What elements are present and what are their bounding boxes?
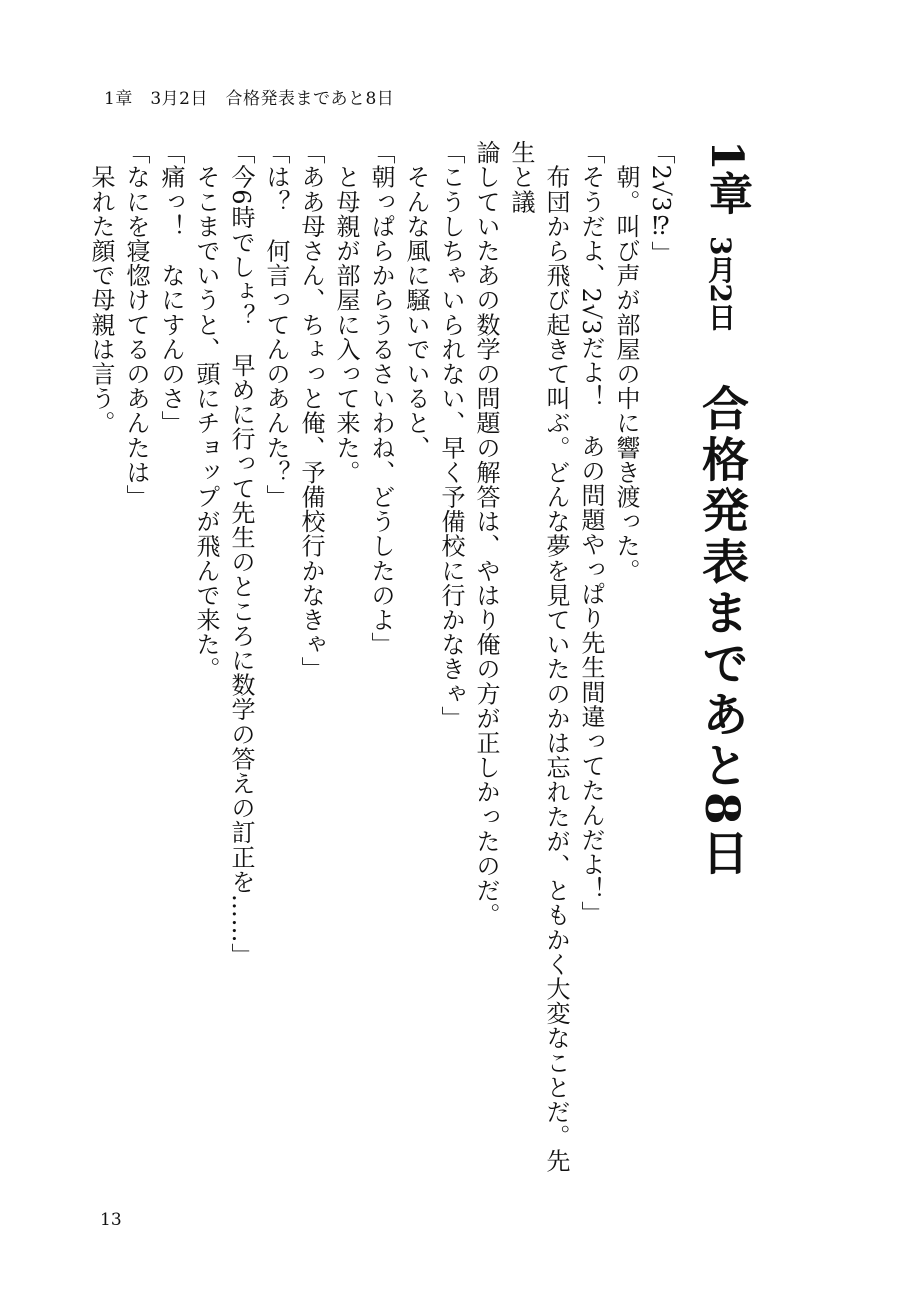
text-line: 「痛っ！ なにすんのさ」	[157, 140, 185, 436]
running-header: 1章 3月2日 合格発表まであと8日	[104, 89, 395, 109]
text-line: と母親が部屋に入って来た。	[332, 140, 360, 485]
page-number: 13	[100, 1210, 122, 1230]
text-line: 「ああ母さん、ちょっと俺、予備校行かなきゃ」	[297, 140, 325, 682]
text-line: 「朝っぱらからうるさいわね、どうしたのよ」	[367, 140, 395, 657]
chapter-heading: 合格発表まであと8日	[694, 384, 749, 880]
text-line: 論していたあの数学の問題の解答は、やはり俺の方が正しかったのだ。	[472, 140, 500, 928]
chapter-date: 3月2日	[704, 236, 737, 331]
body-text	[83, 140, 678, 1180]
text-line: 呆れた顔で母親は言う。	[87, 140, 115, 436]
chapter-number: 1章	[701, 140, 752, 215]
text-line: そこまでいうと、頭にチョップが飛んで来た。	[192, 140, 220, 682]
text-line: 「今6時でしょ？ 早めに行って先生のところに数学の答えの訂正を……」	[227, 140, 255, 968]
text-line: 「2√3⁉」	[647, 140, 675, 266]
text-line: 「なにを寝惚けてるのあんたは」	[122, 140, 150, 509]
text-line: 布団から飛び起きて叫ぶ。どんな夢を見ていたのかは忘れたが、ともかく大変なことだ。先生と議	[507, 140, 570, 1174]
text-line: 朝。叫び声が部屋の中に響き渡った。	[612, 140, 640, 583]
text-line: 「こうしちゃいられない、早く予備校に行かなきゃ」	[437, 140, 465, 731]
text-line: 「そうだよ、2√3だよ！ あの問題やっぱり先生間違ってたんだよ！」	[577, 140, 605, 926]
text-line: 「は？ 何言ってんのあんた？」	[262, 140, 290, 509]
text-line: そんな風に騒いでいると、	[402, 140, 430, 460]
